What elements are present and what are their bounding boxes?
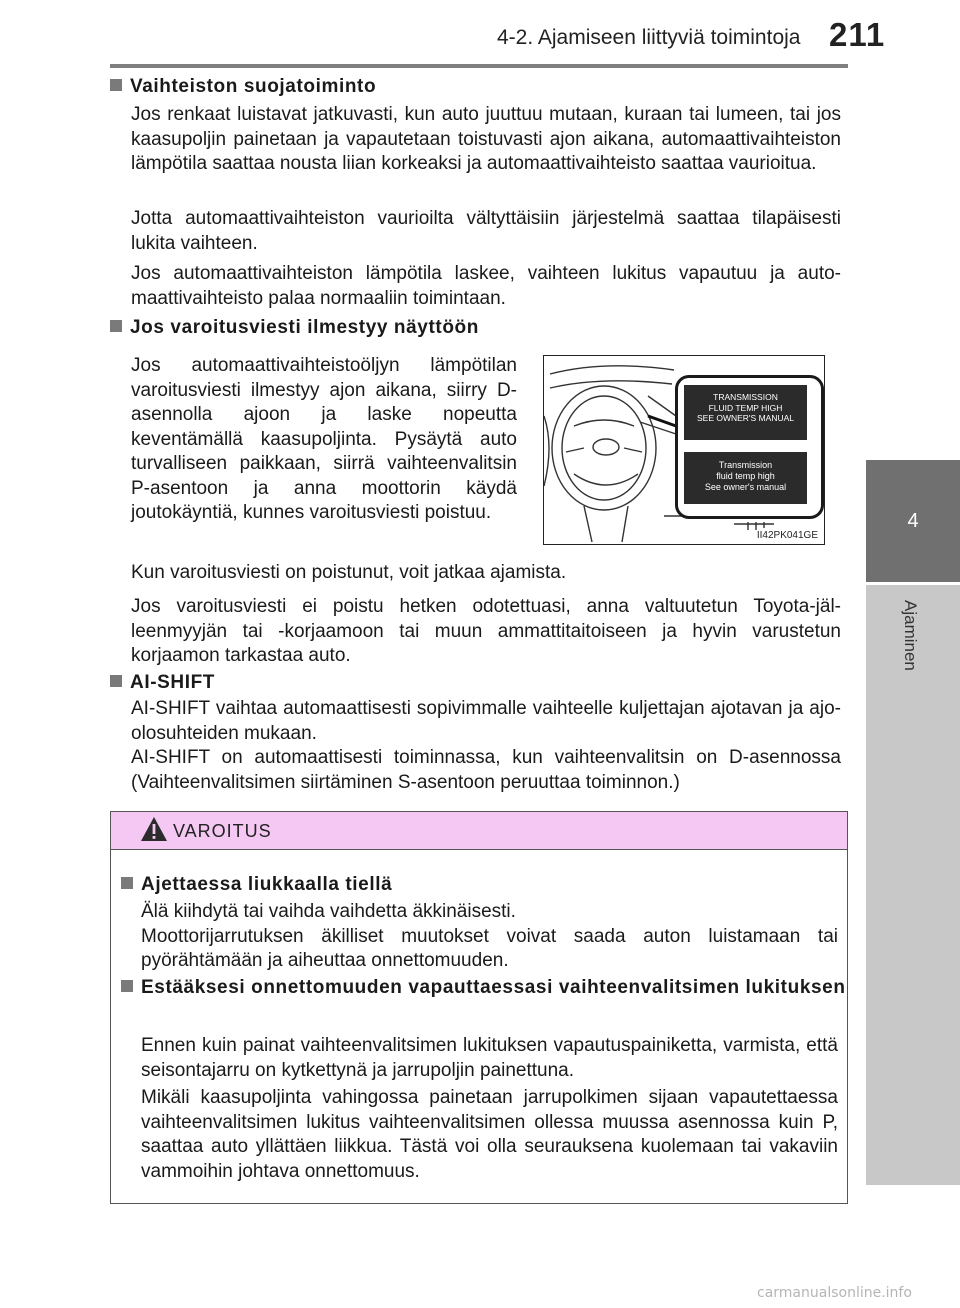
chapter-tab-title: Ajaminen: [901, 600, 920, 671]
warning-heading-slippery-road: [121, 874, 392, 896]
warning-header: [111, 812, 847, 850]
message-line: FLUID TEMP HIGH: [708, 402, 783, 413]
chapter-tab-label: [898, 600, 928, 740]
header-divider: [110, 64, 848, 68]
bullet-square-icon: [121, 980, 133, 992]
message-line: fluid temp high: [716, 471, 775, 481]
page-number: 211: [829, 16, 886, 53]
warning-paragraph: Älä kiihdytä tai vaihda vaihdetta äkkinäisesti. Moottorijarrutuksen äkilliset muutokset voivat saada auton luistamaan tai pyörähtämään ja aiheuttaa onnettomuuden.: [141, 901, 838, 971]
warning-paragraph: Ennen kuin painat vaihteenvalitsimen lukituksen vapautuspainiketta, varmista, että seisontajarru on kytkettynä ja jarrupoljin painettuna.: [141, 1035, 838, 1081]
paragraph: AI-SHIFT vaihtaa automaattisesti sopivimmalle vaihteelle kuljettajan ajotavan ja ajo-olosuhteiden mukaan. AI-SHIFT on automaattisesti toiminnassa, kun vaihteenvalitsin on D-asennossa (Vaihteenvalitsimen siirtäminen S-asentoon peruuttaa toiminnon.): [131, 698, 841, 793]
section-heading-ai-shift: [110, 672, 215, 694]
figure-code: II42PK041GE: [756, 530, 818, 541]
bullet-square-icon: [110, 79, 122, 91]
warning-heading-text: Estääksesi onnettomuuden vapauttaessasi vaihteenvalitsimen lukituksen: [141, 977, 846, 998]
warning-label: VAROITUS: [173, 821, 272, 841]
dashboard-warning-figure: [543, 355, 825, 545]
section-heading-warning-message: [110, 317, 479, 339]
bullet-square-icon: [121, 877, 133, 889]
section-heading-text: Vaihteiston suojatoiminto: [130, 76, 377, 97]
bullet-square-icon: [110, 675, 122, 687]
paragraph-with-figure: Jos automaattivaihteistoöljyn lämpötilan varoitusviesti ilmestyy ajon aikana, siirry D-asennolla ajoon ja laske nopeutta keventämällä kaasupoljinta. Pysäytä auto turvalliseen paikkaan, siirrä vaihteenvalitsin P-asentoon ja anna moottorin käydä joutokäyntiä, kunnes varoitusviesti poistuu.: [131, 355, 517, 523]
section-heading-gearbox-protection: [110, 76, 376, 98]
watermark: carmanualsonline.info: [757, 1285, 912, 1301]
warning-heading-shift-lock: [121, 976, 859, 1000]
chapter-tab-number: 4: [866, 460, 960, 582]
paragraph: Jos automaattivaihteiston lämpötila laskee, vaihteen lukitus vapautuu ja automaattivaihteisto palaa normaaliin toimintaan.: [131, 263, 841, 309]
bullet-square-icon: [110, 320, 122, 332]
display-message-caps: [684, 385, 807, 440]
paragraph: Jotta automaattivaihteiston vaurioilta vältyttäisiin järjestelmä saattaa tilapäisesti lukita vaihteen.: [131, 208, 841, 254]
section-heading-text: Jos varoitusviesti ilmestyy näyttöön: [130, 317, 479, 338]
paragraph: Jos varoitusviesti ei poistu hetken odotettuasi, anna valtuutetun Toyota-jälleenmyyjän tai -korjaamoon tai muun ammattitaitoiseen ja hyvin varustetun korjaamon tarkastaa auto.: [131, 596, 841, 666]
section-heading-text: AI-SHIFT: [130, 672, 216, 693]
display-message-mixed: [684, 452, 807, 504]
message-line: SEE OWNER'S MANUAL: [696, 413, 795, 423]
message-line: Transmission: [718, 460, 773, 470]
warning-box: [110, 811, 848, 1204]
message-line: TRANSMISSION: [713, 392, 778, 402]
header-section-title: 4-2. Ajamiseen liittyviä toimintoja: [497, 26, 801, 49]
paragraph: Kun varoitusviesti on poistunut, voit jatkaa ajamista.: [131, 562, 567, 583]
warning-triangle-icon: [140, 816, 168, 842]
paragraph: Jos renkaat luistavat jatkuvasti, kun auto juuttuu mutaan, kuraan tai lumeen, tai jos kaasupoljin painetaan ja vapautetaan toistuvasti ajon aikana, automaattivaihteiston lämpötila saattaa nousta liian korkeaksi ja automaattivaihteisto saattaa vaurioitua.: [131, 104, 841, 174]
warning-paragraph: Mikäli kaasupoljinta vahingossa painetaan jarrupolkimen sijaan vapautettaessa vaihteenvalitsimen lukitus vaihteenvalitsimen ollessa muussa asennossa kuin P, saattaa auto yllättäen liikkua. Tästä voi olla seurauksena kuolemaan tai vakaviin vammoihin johtava onnettomuus.: [141, 1087, 838, 1182]
warning-heading-text: Ajettaessa liukkaalla tiellä: [141, 874, 393, 895]
message-line: See owner's manual: [704, 482, 787, 492]
